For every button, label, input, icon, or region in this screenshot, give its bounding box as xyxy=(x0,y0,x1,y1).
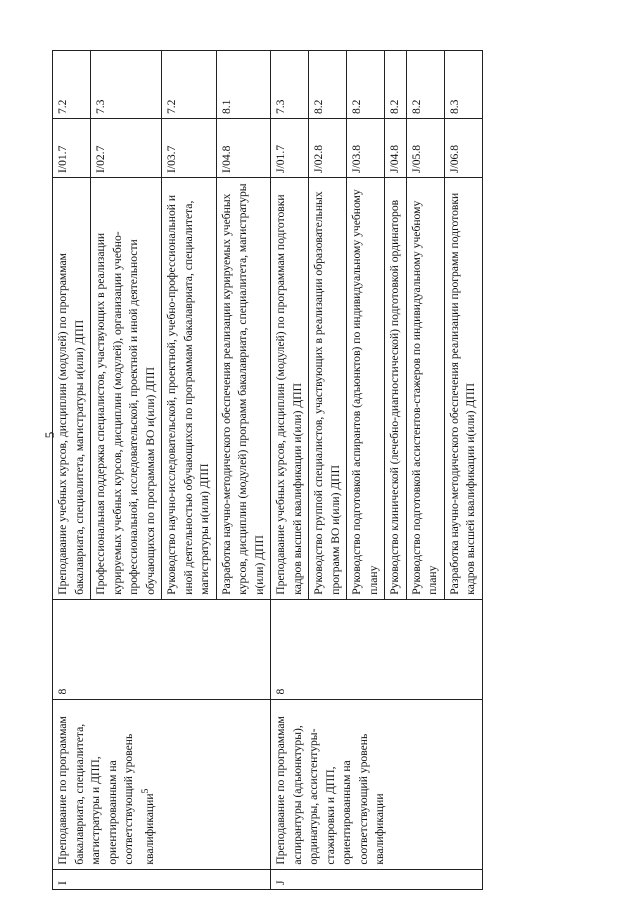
function-name: Руководство клинической (лечебно-диагностической) подготовкой ординаторов xyxy=(385,178,407,600)
function-level: 8.2 xyxy=(406,51,444,119)
function-name: Разработка научно-методического обеспечения реализации курируемых учебных курсов, дисциплин (модулей) программ бакалавриата, специалитета, магистратуры и(или) ДПП xyxy=(216,178,271,600)
group-level: 8 xyxy=(271,599,483,699)
function-code: I/04.8 xyxy=(216,119,271,178)
function-level: 8.3 xyxy=(444,51,482,119)
function-name: Руководство научно-исследовательской, проектной, учебно-профессиональной и иной деятельностью обучающихся по программам бакалавриата, специалитета, магистратуры и(или) ДПП xyxy=(162,178,217,600)
group-name-text: Преподавание по программам бакалавриата, специалитета, магистратуры и ДПП, ориентированным на соответствующий уровень квалификации xyxy=(56,716,156,865)
table-row xyxy=(271,51,309,890)
group-code: J xyxy=(271,869,483,889)
function-code: J/03.8 xyxy=(347,119,385,178)
function-level: 8.1 xyxy=(216,51,271,119)
function-code: J/04.8 xyxy=(385,119,407,178)
group-name: Преподавание по программам аспирантуры (адъюнктуры), ординатуры, ассистентуры-стажировки и ДПП, ориентированным на соответствующий уровень квалификации xyxy=(271,699,483,869)
group-code: I xyxy=(53,869,271,889)
function-code: I/02.7 xyxy=(91,119,162,178)
function-code: J/01.7 xyxy=(271,119,309,178)
function-name: Преподавание учебных курсов, дисциплин (модулей) по программам бакалавриата, специалитета, магистратуры и(или) ДПП xyxy=(53,178,91,600)
function-code: J/06.8 xyxy=(444,119,482,178)
function-level: 7.3 xyxy=(91,51,162,119)
function-name: Руководство группой специалистов, участвующих в реализации образовательных программ ВО и(или) ДПП xyxy=(309,178,347,600)
table-row xyxy=(53,51,91,890)
function-code: J/02.8 xyxy=(309,119,347,178)
function-level: 7.3 xyxy=(271,51,309,119)
function-level: 8.2 xyxy=(347,51,385,119)
function-level: 7.2 xyxy=(162,51,217,119)
page-number: 5 xyxy=(42,431,57,439)
function-level: 8.2 xyxy=(309,51,347,119)
function-name: Разработка научно-методического обеспечения реализации программ подготовки кадров высшей квалификации и(или) ДПП xyxy=(444,178,482,600)
function-level: 8.2 xyxy=(385,51,407,119)
function-level: 7.2 xyxy=(53,51,91,119)
function-name: Руководство подготовкой аспирантов (адъюнктов) по индивидуальному учебному плану xyxy=(347,178,385,600)
rotated-page xyxy=(52,50,477,890)
group-level: 8 xyxy=(53,599,271,699)
function-code: J/05.8 xyxy=(406,119,444,178)
function-name: Профессиональная поддержка специалистов, участвующих в реализации курируемых учебных курсов, дисциплин (модулей), организации учебно-профессиональной, исследовательской, проектной и иной деятельности обучающихся по программам ВО и(или) ДПП xyxy=(91,178,162,600)
functions-table xyxy=(52,50,483,890)
function-code: I/03.7 xyxy=(162,119,217,178)
function-name: Преподавание учебных курсов, дисциплин (модулей) по программам подготовки кадров высшей квалификации и(или) ДПП xyxy=(271,178,309,600)
function-code: I/01.7 xyxy=(53,119,91,178)
function-name: Руководство подготовкой ассистентов-стажеров по индивидуальному учебному плану xyxy=(406,178,444,600)
footnote-mark: 5 xyxy=(139,788,151,794)
group-name xyxy=(53,699,271,869)
